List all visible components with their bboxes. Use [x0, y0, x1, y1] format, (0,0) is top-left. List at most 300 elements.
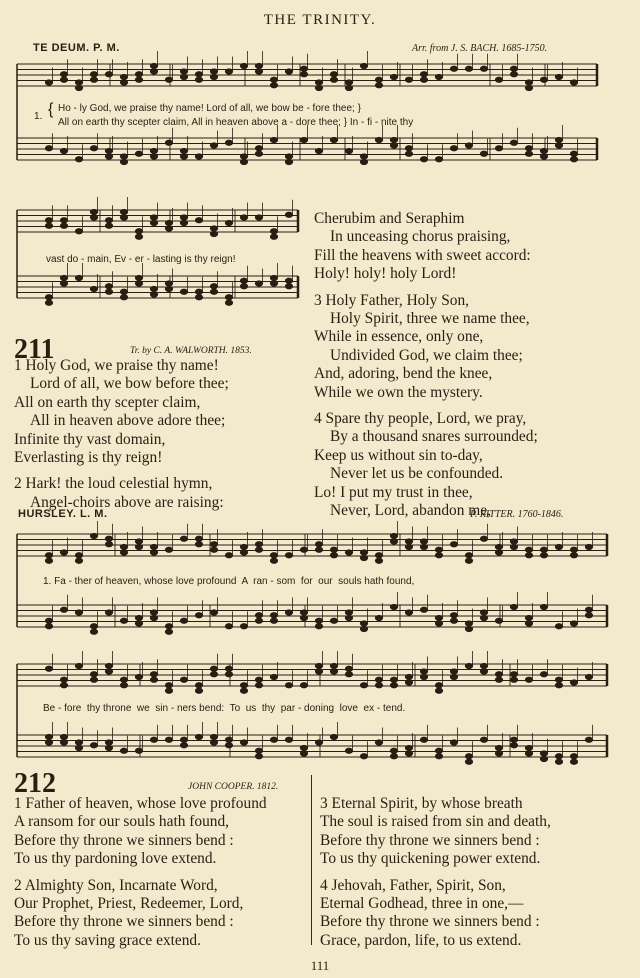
- hymn-line: Before thy throne we sinners bend :: [14, 831, 234, 849]
- note-head: [180, 289, 187, 294]
- note-head: [255, 69, 262, 74]
- hymn-line: To us thy quickening power extend.: [320, 850, 541, 868]
- note-head: [45, 734, 52, 739]
- note-head: [570, 547, 577, 552]
- note-head: [105, 284, 112, 289]
- note-head: [420, 72, 427, 77]
- note-head: [195, 536, 202, 541]
- note-head: [375, 77, 382, 82]
- note-head: [450, 618, 457, 623]
- note-head: [120, 215, 127, 220]
- note-head: [390, 748, 397, 753]
- note-head: [135, 621, 142, 626]
- note-head: [180, 148, 187, 153]
- note-head: [90, 677, 97, 682]
- note-head: [120, 748, 127, 753]
- note-head: [105, 669, 112, 674]
- note-head: [345, 148, 352, 153]
- note-head: [420, 674, 427, 679]
- note-head: [465, 66, 472, 71]
- note-head: [150, 154, 157, 159]
- note-head: [90, 629, 97, 634]
- note-head: [585, 544, 592, 549]
- note-head: [90, 77, 97, 82]
- note-head: [585, 613, 592, 618]
- note-head: [555, 74, 562, 79]
- note-head: [255, 683, 262, 688]
- note-head: [165, 220, 172, 225]
- note-head: [195, 72, 202, 77]
- note-head: [165, 688, 172, 693]
- note-head: [420, 669, 427, 674]
- note-head: [150, 148, 157, 153]
- note-head: [315, 740, 322, 745]
- note-head: [360, 555, 367, 560]
- note-head: [180, 677, 187, 682]
- note-head: [300, 66, 307, 71]
- note-head: [45, 223, 52, 228]
- note-head: [315, 542, 322, 547]
- hymn-line: [14, 467, 229, 475]
- note-head: [360, 154, 367, 159]
- note-head: [255, 63, 262, 68]
- note-head: [45, 666, 52, 671]
- note-head: [195, 295, 202, 300]
- note-head: [330, 137, 337, 142]
- note-head: [480, 536, 487, 541]
- note-head: [270, 553, 277, 558]
- note-head: [90, 146, 97, 151]
- note-head: [435, 553, 442, 558]
- note-head: [105, 148, 112, 153]
- page-number: 111: [310, 958, 330, 973]
- note-head: [285, 553, 292, 558]
- note-head: [405, 745, 412, 750]
- hursley-lyric-line-2: Be - fore thy throne we sin - ners bend: To us thy par - doning love ex - tend.: [43, 703, 406, 714]
- note-head: [255, 215, 262, 220]
- note-head: [60, 223, 67, 228]
- note-head: [150, 292, 157, 297]
- note-head: [570, 754, 577, 759]
- hymn-line: Angel-choirs above are raising:: [30, 493, 224, 511]
- note-head: [390, 74, 397, 79]
- note-head: [420, 607, 427, 612]
- note-head: [240, 624, 247, 629]
- note-head: [180, 74, 187, 79]
- note-head: [270, 234, 277, 239]
- note-head: [225, 624, 232, 629]
- note-head: [75, 558, 82, 563]
- note-head: [105, 536, 112, 541]
- note-head: [450, 674, 457, 679]
- note-head: [345, 615, 352, 620]
- note-head: [180, 154, 187, 159]
- note-head: [165, 624, 172, 629]
- note-head: [255, 146, 262, 151]
- note-head: [510, 66, 517, 71]
- note-head: [525, 751, 532, 756]
- note-head: [330, 663, 337, 668]
- note-head: [60, 148, 67, 153]
- note-head: [210, 231, 217, 236]
- note-head: [45, 618, 52, 623]
- hymn-line: To us thy pardoning love extend.: [14, 850, 217, 868]
- note-head: [180, 536, 187, 541]
- note-head: [570, 151, 577, 156]
- hymn-line: 2 Hark! the loud celestial hymn,: [14, 475, 213, 493]
- note-head: [270, 83, 277, 88]
- note-head: [165, 737, 172, 742]
- note-head: [120, 677, 127, 682]
- note-head: [345, 80, 352, 85]
- note-head: [345, 748, 352, 753]
- note-head: [270, 613, 277, 618]
- note-head: [510, 544, 517, 549]
- note-head: [495, 77, 502, 82]
- note-head: [585, 737, 592, 742]
- hymn-line: 4 Spare thy people, Lord, we pray,: [314, 410, 527, 428]
- note-head: [60, 218, 67, 223]
- note-head: [90, 743, 97, 748]
- note-head: [300, 137, 307, 142]
- hymn-line: Keep us without sin to-day,: [314, 446, 483, 464]
- note-head: [165, 547, 172, 552]
- note-head: [375, 83, 382, 88]
- note-head: [195, 688, 202, 693]
- note-head: [135, 229, 142, 234]
- note-head: [210, 734, 217, 739]
- note-head: [150, 286, 157, 291]
- note-head: [405, 151, 412, 156]
- note-head: [480, 66, 487, 71]
- note-head: [330, 618, 337, 623]
- note-head: [375, 558, 382, 563]
- note-head: [525, 80, 532, 85]
- note-head: [225, 69, 232, 74]
- note-head: [105, 542, 112, 547]
- note-head: [435, 74, 442, 79]
- note-head: [255, 677, 262, 682]
- note-head: [525, 85, 532, 90]
- note-head: [570, 680, 577, 685]
- hymn-212-author: JOHN COOPER. 1812.: [188, 782, 279, 792]
- note-head: [345, 85, 352, 90]
- note-head: [195, 218, 202, 223]
- note-head: [165, 77, 172, 82]
- note-head: [120, 80, 127, 85]
- note-head: [480, 663, 487, 668]
- note-head: [375, 683, 382, 688]
- note-head: [285, 278, 292, 283]
- note-head: [45, 558, 52, 563]
- note-head: [345, 666, 352, 671]
- note-head: [270, 281, 277, 286]
- note-head: [330, 553, 337, 558]
- note-head: [480, 737, 487, 742]
- note-head: [390, 683, 397, 688]
- note-head: [210, 226, 217, 231]
- tune-arranger: Arr. from J. S. BACH. 1685-1750.: [412, 43, 548, 54]
- note-head: [375, 137, 382, 142]
- note-head: [75, 229, 82, 234]
- note-head: [315, 618, 322, 623]
- note-head: [405, 751, 412, 756]
- note-head: [450, 613, 457, 618]
- note-head: [120, 289, 127, 294]
- note-head: [225, 743, 232, 748]
- note-head: [210, 74, 217, 79]
- note-head: [75, 553, 82, 558]
- te-deum-lyric-line-2: All on earth thy scepter claim, All in heaven above a - dore thee; } In - fi - nite thy: [58, 117, 414, 128]
- note-head: [255, 151, 262, 156]
- note-head: [480, 610, 487, 615]
- note-head: [90, 672, 97, 677]
- note-head: [240, 688, 247, 693]
- note-head: [180, 215, 187, 220]
- hymn-212-left-column: [14, 795, 267, 950]
- note-head: [240, 683, 247, 688]
- note-head: [255, 748, 262, 753]
- note-head: [390, 604, 397, 609]
- hymn-line: 1 Father of heaven, whose love profound: [14, 795, 267, 812]
- note-head: [525, 615, 532, 620]
- note-head: [150, 215, 157, 220]
- note-head: [510, 604, 517, 609]
- note-head: [225, 672, 232, 677]
- note-head: [195, 154, 202, 159]
- note-head: [150, 677, 157, 682]
- note-head: [210, 666, 217, 671]
- note-head: [540, 672, 547, 677]
- note-head: [525, 621, 532, 626]
- note-head: [300, 547, 307, 552]
- note-head: [165, 683, 172, 688]
- note-head: [435, 754, 442, 759]
- note-head: [555, 624, 562, 629]
- note-head: [105, 289, 112, 294]
- hymn-line: Eternal Godhead, three in one,—: [320, 895, 524, 913]
- hymn-line: Before thy throne we sinners bend :: [320, 913, 540, 931]
- note-head: [225, 666, 232, 671]
- note-head: [390, 143, 397, 148]
- note-head: [495, 672, 502, 677]
- note-head: [45, 218, 52, 223]
- hymn-line: [14, 869, 267, 877]
- note-head: [210, 289, 217, 294]
- note-head: [210, 547, 217, 552]
- note-head: [240, 740, 247, 745]
- note-head: [195, 613, 202, 618]
- note-head: [450, 146, 457, 151]
- note-head: [525, 146, 532, 151]
- note-head: [285, 284, 292, 289]
- note-head: [150, 615, 157, 620]
- note-head: [135, 539, 142, 544]
- note-head: [135, 72, 142, 77]
- hymn-line: Holy Spirit, three we name thee,: [330, 310, 530, 328]
- note-head: [120, 618, 127, 623]
- note-head: [150, 69, 157, 74]
- note-head: [420, 544, 427, 549]
- note-head: [555, 754, 562, 759]
- note-head: [240, 215, 247, 220]
- note-head: [495, 550, 502, 555]
- note-head: [540, 547, 547, 552]
- note-head: [45, 146, 52, 151]
- note-head: [570, 80, 577, 85]
- note-head: [555, 683, 562, 688]
- note-head: [510, 743, 517, 748]
- note-head: [60, 281, 67, 286]
- note-head: [315, 547, 322, 552]
- note-head: [435, 683, 442, 688]
- note-head: [495, 677, 502, 682]
- hymn-line: A ransom for our souls hath found,: [14, 813, 230, 831]
- hymn-line: While we own the mystery.: [314, 383, 483, 401]
- note-head: [135, 544, 142, 549]
- note-head: [465, 626, 472, 631]
- note-head: [165, 629, 172, 634]
- note-head: [450, 669, 457, 674]
- note-head: [45, 624, 52, 629]
- note-head: [315, 148, 322, 153]
- note-head: [270, 77, 277, 82]
- note-head: [225, 553, 232, 558]
- note-head: [540, 756, 547, 761]
- note-head: [375, 677, 382, 682]
- note-head: [255, 547, 262, 552]
- note-head: [405, 539, 412, 544]
- note-head: [555, 544, 562, 549]
- page-header: THE TRINITY.: [263, 12, 377, 28]
- note-head: [240, 550, 247, 555]
- note-head: [465, 621, 472, 626]
- note-head: [555, 143, 562, 148]
- note-head: [405, 610, 412, 615]
- note-head: [420, 539, 427, 544]
- note-head: [240, 159, 247, 164]
- note-head: [195, 289, 202, 294]
- note-head: [360, 683, 367, 688]
- note-head: [360, 550, 367, 555]
- note-head: [285, 212, 292, 217]
- note-head: [510, 672, 517, 677]
- note-head: [120, 683, 127, 688]
- note-head: [390, 533, 397, 538]
- note-head: [165, 281, 172, 286]
- note-head: [405, 680, 412, 685]
- note-head: [135, 77, 142, 82]
- note-head: [285, 69, 292, 74]
- note-head: [510, 737, 517, 742]
- note-head: [75, 610, 82, 615]
- note-head: [135, 748, 142, 753]
- note-head: [60, 550, 67, 555]
- note-head: [255, 542, 262, 547]
- note-head: [255, 618, 262, 623]
- note-head: [270, 137, 277, 142]
- hymn-line: By a thousand snares surrounded;: [330, 428, 538, 446]
- note-head: [90, 286, 97, 291]
- note-head: [195, 683, 202, 688]
- note-head: [465, 143, 472, 148]
- note-head: [90, 215, 97, 220]
- column-divider: [311, 775, 312, 945]
- te-deum-stanza-numeral: 1.: [34, 111, 43, 122]
- note-head: [495, 745, 502, 750]
- hursley-lyric-line-1: 1. Fa - ther of heaven, whose love profound A ran - som for our souls hath found,: [43, 576, 415, 587]
- note-head: [465, 553, 472, 558]
- note-head: [180, 69, 187, 74]
- note-head: [405, 146, 412, 151]
- hymn-line: Lo! I put my trust in thee,: [314, 483, 473, 501]
- note-head: [180, 743, 187, 748]
- note-head: [45, 80, 52, 85]
- hymn-line: 4 Jehovah, Father, Spirit, Son,: [320, 876, 506, 894]
- note-head: [525, 553, 532, 558]
- note-head: [465, 558, 472, 563]
- note-head: [120, 159, 127, 164]
- note-head: [510, 140, 517, 145]
- note-head: [150, 610, 157, 615]
- note-head: [555, 137, 562, 142]
- note-head: [570, 621, 577, 626]
- hymn-line: Cherubim and Seraphim: [314, 210, 465, 227]
- hymn-line: And, adoring, bend the knee,: [314, 365, 493, 383]
- tune-name-te-deum: TE DEUM. P. M.: [33, 42, 120, 54]
- note-head: [240, 544, 247, 549]
- note-head: [525, 151, 532, 156]
- note-head: [150, 737, 157, 742]
- hymn-number-212: 212: [14, 768, 56, 799]
- te-deum-lyric-line-1: Ho - ly God, we praise thy name! Lord of all, we bow be - fore thee; }: [58, 103, 361, 114]
- note-head: [450, 66, 457, 71]
- hymn-line: 3 Eternal Spirit, by whose breath: [320, 795, 523, 812]
- note-head: [495, 751, 502, 756]
- note-head: [150, 220, 157, 225]
- note-head: [270, 275, 277, 280]
- hymn-212-right-column: [320, 795, 551, 950]
- note-head: [270, 618, 277, 623]
- note-head: [345, 550, 352, 555]
- note-head: [390, 677, 397, 682]
- hymn-line: [320, 869, 551, 877]
- note-head: [180, 737, 187, 742]
- note-head: [540, 604, 547, 609]
- note-head: [570, 157, 577, 162]
- note-head: [540, 751, 547, 756]
- note-head: [180, 618, 187, 623]
- note-head: [105, 663, 112, 668]
- note-head: [495, 544, 502, 549]
- note-head: [60, 72, 67, 77]
- note-head: [255, 281, 262, 286]
- note-head: [255, 613, 262, 618]
- note-head: [60, 77, 67, 82]
- note-head: [465, 754, 472, 759]
- note-head: [105, 218, 112, 223]
- note-head: [135, 615, 142, 620]
- hymn-211-left-column: [14, 357, 229, 512]
- hymn-line: Lord of all, we bow before thee;: [30, 375, 229, 393]
- note-head: [450, 542, 457, 547]
- note-head: [390, 754, 397, 759]
- note-head: [120, 209, 127, 214]
- hymn-line: Never, Lord, abandon me,: [330, 502, 491, 520]
- note-head: [330, 72, 337, 77]
- note-head: [525, 677, 532, 682]
- note-head: [210, 610, 217, 615]
